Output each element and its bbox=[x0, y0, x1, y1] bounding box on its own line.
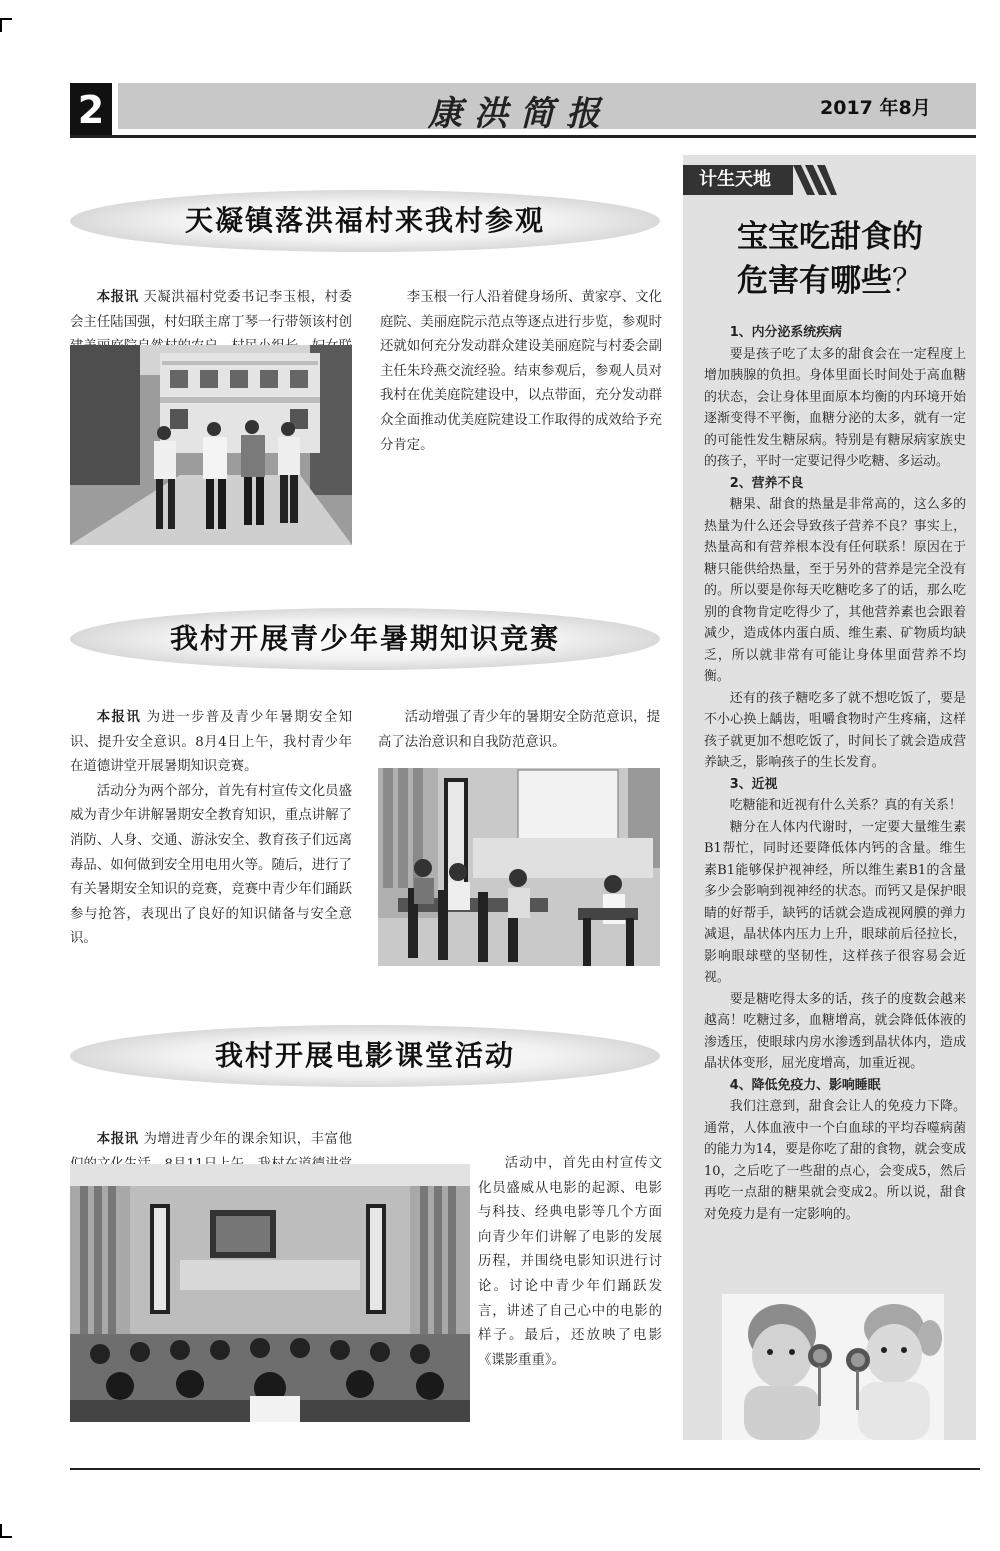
section-paragraph: 我们注意到，甜食会让人的免疫力下降。通常，人体血液中一个白血球的平均吞噬病菌的能力为14，要是你吃了甜的食物，就会变成10，之后吃了一些甜的点心，会变成5，然后再吃一点甜的糖果就会变成2。所以说，甜食对免疫力是有一定影响的。 bbox=[704, 1099, 966, 1222]
crop-mark bbox=[0, 1536, 12, 1538]
article3-headline: 我村开展电影课堂活动 bbox=[70, 1025, 660, 1087]
section-paragraph: 糖分在人体内代谢时，一定要大量维生素B1帮忙，同时还要降低体内钙的含量。维生素B1能够保护视神经，所以维生素B1的含量多少会影响到视神经的状态。而钙又是保护眼睛的好帮手，缺钙的话就会造成视网膜的弹力减退，晶状体内压力上升，眼球前后径拉长，影响眼球壁的坚韧性，这样孩子很容易会近视。 bbox=[704, 819, 966, 985]
crop-mark bbox=[0, 18, 12, 20]
sidebar-article bbox=[704, 322, 966, 1225]
article2-text-col1 bbox=[70, 706, 352, 952]
article3-lead: 本报讯 bbox=[96, 1132, 139, 1147]
sidebar-title-line1: 宝宝吃甜食的 bbox=[737, 219, 923, 255]
section-paragraph: 要是糖吃得太多的话，孩子的度数会越来越高！吃糖过多，血糖增高，就会降低体液的渗透压，使眼球内房水渗透到晶状体内，造成晶状体变形，屈光度增高，加重近视。 bbox=[704, 991, 966, 1071]
sidebar-tab: 计生天地 bbox=[683, 165, 793, 195]
section-heading: 4、降低免疫力、影响睡眠 bbox=[729, 1077, 881, 1093]
article2-paragraph-3: 活动增强了青少年的暑期安全防范意识，提高了法治意识和自我防范意识。 bbox=[378, 710, 660, 750]
article3-paragraph-2: 活动中，首先由村宣传文化员盛威从电影的起源、电影与科技、经典电影等几个方面向青少年们讲解了电影的发展历程，并围绕电影知识进行讨论。讨论中青少年们踊跃发言，讲述了自己心中的电影的样子。最后，还放映了电影《谍影重重》。 bbox=[478, 1156, 662, 1368]
section-heading: 3、近视 bbox=[729, 776, 778, 792]
children-candy-photo bbox=[722, 1294, 944, 1440]
article3-text-col3 bbox=[478, 1152, 662, 1373]
article1-paragraph-1: 天凝洪福村党委书记李玉根，村委会主任陆国强，村妇联主席丁琴一行带领该村创 bbox=[70, 290, 353, 330]
article1-text-col2 bbox=[380, 286, 662, 458]
children-lollipop-illustration bbox=[722, 1294, 944, 1440]
bottom-rule bbox=[70, 1468, 980, 1470]
article2-photo bbox=[378, 768, 660, 966]
article1-headline: 天凝镇落洪福村来我村参观 bbox=[70, 190, 660, 252]
article3-paragraph-1: 为增进青少年的课余知识，丰富他 bbox=[143, 1132, 353, 1147]
sidebar-title-line2: 危害有哪些 bbox=[737, 263, 892, 299]
article2-headline: 我村开展青少年暑期知识竞赛 bbox=[70, 608, 660, 670]
article1-photo bbox=[70, 345, 352, 545]
crop-mark bbox=[0, 18, 2, 32]
section-heading: 1、内分泌系统疾病 bbox=[729, 325, 842, 340]
section-paragraph: 还有的孩子糖吃多了就不想吃饭了，要是不小心换上龋齿，咀嚼食物时产生疼痛，这样孩子就更加不想吃饭了，时间长了就会造成营养缺乏，影响孩子的生长发育。 bbox=[704, 690, 966, 770]
article1-paragraph-2: 李玉根一行人沿着健身场所、黄家亭、文化庭院、美丽庭院示范点等逐点进行步览，参观时还就如何充分发动群众建设美丽庭院与村委会副主任朱玲燕交流经验。结束参观后，参观人员对我村在优美庭院建设中，以点带面，充分发动群众全面推动优美庭院建设工作取得的成效给予充分肯定。 bbox=[380, 290, 662, 453]
page-number: 2 bbox=[70, 83, 112, 137]
article3-text-col2 bbox=[378, 1128, 660, 1153]
section-heading: 2、营养不良 bbox=[729, 475, 804, 491]
header-rule bbox=[70, 135, 976, 138]
knowledge-contest-photo bbox=[378, 768, 660, 966]
masthead-title: 康洪简报 bbox=[428, 94, 612, 134]
article1-lead: 本报讯 bbox=[96, 290, 139, 305]
village-visit-photo bbox=[70, 345, 352, 545]
article3-photo bbox=[70, 1164, 470, 1422]
article2-text-col2 bbox=[378, 706, 660, 755]
tab-stripes-icon bbox=[793, 165, 837, 195]
article3-paragraph-1-cont bbox=[378, 1128, 660, 1153]
section-paragraph: 糖果、甜食的热量是非常高的，这么多的热量为什么还会导致孩子营养不良？事实上，热量高和有营养根本没有任何联系！原因在于糖只能供给热量，至于另外的营养是完全没有的。所以要是你每天吃糖吃多了的话，那么吃别的食物肯定吃得少了，其他营养素也会跟着减少，造成体内蛋白质、维生素、矿物质均缺乏，所以就非常有可能让身体里面营养不均衡。 bbox=[704, 497, 966, 684]
article2-lead: 本报讯 bbox=[96, 710, 142, 725]
article2-paragraph-2: 活动分为两个部分，首先有村宣传文化员盛威为青少年讲解暑期安全教育知识，重点讲解了消防、人身、交通、游泳安全、教育孩子们远离毒品、如何做到安全用电用火等。随后，进行了有关暑期安全知识的竞赛，竞赛中青少年们踊跃参与抢答，表现出了良好的知识储备与安全意识。 bbox=[70, 783, 352, 947]
movie-class-photo bbox=[70, 1164, 470, 1422]
issue-date: 2017 年8月 bbox=[820, 97, 931, 119]
article2-paragraph-1: 为进一步普及青少年暑期安全知识、提升安全意识。8月4日上午，我村青少年在道德讲堂开展暑期知识竞赛。 bbox=[70, 710, 353, 775]
section-paragraph: 要是孩子吃了太多的甜食会在一定程度上增加胰腺的负担。身体里面长时间处于高血糖的状态，会让身体里面原本均衡的内环境开始逐渐变得不平衡，血糖分泌的太多，就有一定的可能性发生糖尿病。特别是有糖尿病家族史的孩子，平时一定要记得少吃糖、多运动。 bbox=[704, 346, 966, 469]
sidebar-title bbox=[690, 215, 970, 303]
section-paragraph: 吃糖能和近视有什么关系？真的有关系！ bbox=[729, 798, 962, 813]
sidebar-title-mark: ？ bbox=[892, 263, 923, 299]
